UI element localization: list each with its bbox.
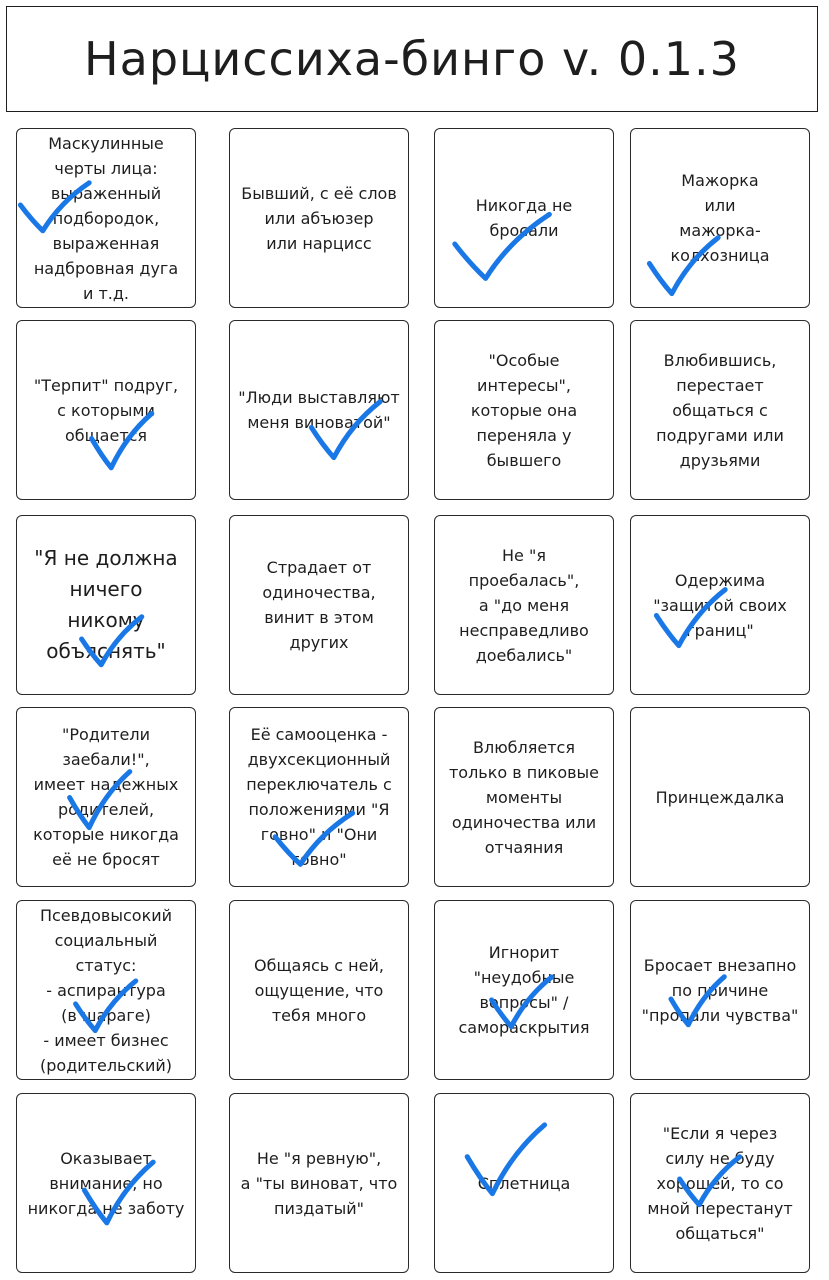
bingo-cell-text: "Терпит" подруг, с которыми общается [33,375,179,445]
bingo-cell[interactable] [434,515,614,695]
bingo-cell[interactable] [630,1093,810,1273]
bingo-cell-text: "Люди выставляют меня виноватой" [238,388,400,432]
bingo-cell-text: Не "я проебалась", а "до меня несправедливо доебались" [459,545,589,665]
bingo-cell-text: Не "я ревную", а "ты виноват, что пиздатый" [240,1148,398,1218]
bingo-cell[interactable] [229,320,409,500]
bingo-cell-text: Её самооценка - двухсекционный переключатель с положениями "Я говно" и "Они говно" [246,725,392,869]
bingo-cell[interactable] [630,320,810,500]
bingo-cell[interactable] [434,707,614,887]
bingo-cell-text: Бывший, с её слов или абъюзер или нарцисс [241,183,397,253]
bingo-cell-text: Никогда не бросали [475,196,573,240]
bingo-cell[interactable] [16,128,196,308]
bingo-cell[interactable] [434,320,614,500]
bingo-cell-text: Игнорит "неудобные вопросы" / самораскрытия [458,943,590,1037]
bingo-cell[interactable] [434,128,614,308]
bingo-cell-text: Общаясь с ней, ощущение, что тебя много [254,955,384,1025]
bingo-cell[interactable] [229,900,409,1080]
bingo-cell-text: Принцеждалка [655,787,785,807]
bingo-cell-text: Мажорка или мажорка- колхозница [670,171,770,265]
bingo-cell[interactable] [229,128,409,308]
bingo-cell-text: Псевдовысокий социальный статус: - аспирантура (в шараге) - имеет бизнес (родительский) [39,905,173,1075]
bingo-cell[interactable] [229,1093,409,1273]
bingo-cell-text: Сплетница [477,1173,571,1193]
bingo-cell-text: "Если я через силу не буду хорошей, то со мной перестанут общаться" [647,1123,793,1243]
bingo-cell[interactable] [229,707,409,887]
bingo-cell-text: "Я не должна ничего никому объяснять" [34,546,178,663]
bingo-cell-text: Страдает от одиночества, винит в этом других [262,558,376,652]
bingo-cell[interactable] [16,320,196,500]
bingo-cell[interactable] [434,1093,614,1273]
bingo-cell[interactable] [630,707,810,887]
bingo-cell[interactable] [16,707,196,887]
bingo-cell[interactable] [16,1093,196,1273]
bingo-cell[interactable] [229,515,409,695]
title-box [6,6,818,112]
bingo-cell[interactable] [630,128,810,308]
bingo-cell-text: Влюбляется только в пиковые моменты одиночества или отчаяния [448,737,600,857]
bingo-cell-text: Бросает внезапно по причине "пропали чувства" [641,955,799,1025]
page-title: Нарциссиха-бинго v. 0.1.3 [84,32,740,86]
bingo-cell-text: Одержима "защитой своих границ" [653,570,787,640]
bingo-cell-text: "Родители заебали!", имеет надежных родителей, которые никогда её не бросят [33,725,179,869]
bingo-cell-text: Влюбившись, перестает общаться с подругами или друзьями [656,350,784,470]
bingo-cell-text: Маскулинные черты лица: выраженный подбородок, выраженная надбровная дуга и т.д. [33,133,179,303]
bingo-cell[interactable] [630,515,810,695]
bingo-cell[interactable] [16,515,196,695]
bingo-cell-text: "Особые интересы", которые она переняла у бывшего [470,350,578,470]
bingo-cell[interactable] [16,900,196,1080]
bingo-cell[interactable] [630,900,810,1080]
bingo-cell[interactable] [434,900,614,1080]
bingo-cell-text: Оказывает внимание, но никогда не заботу [27,1148,185,1218]
